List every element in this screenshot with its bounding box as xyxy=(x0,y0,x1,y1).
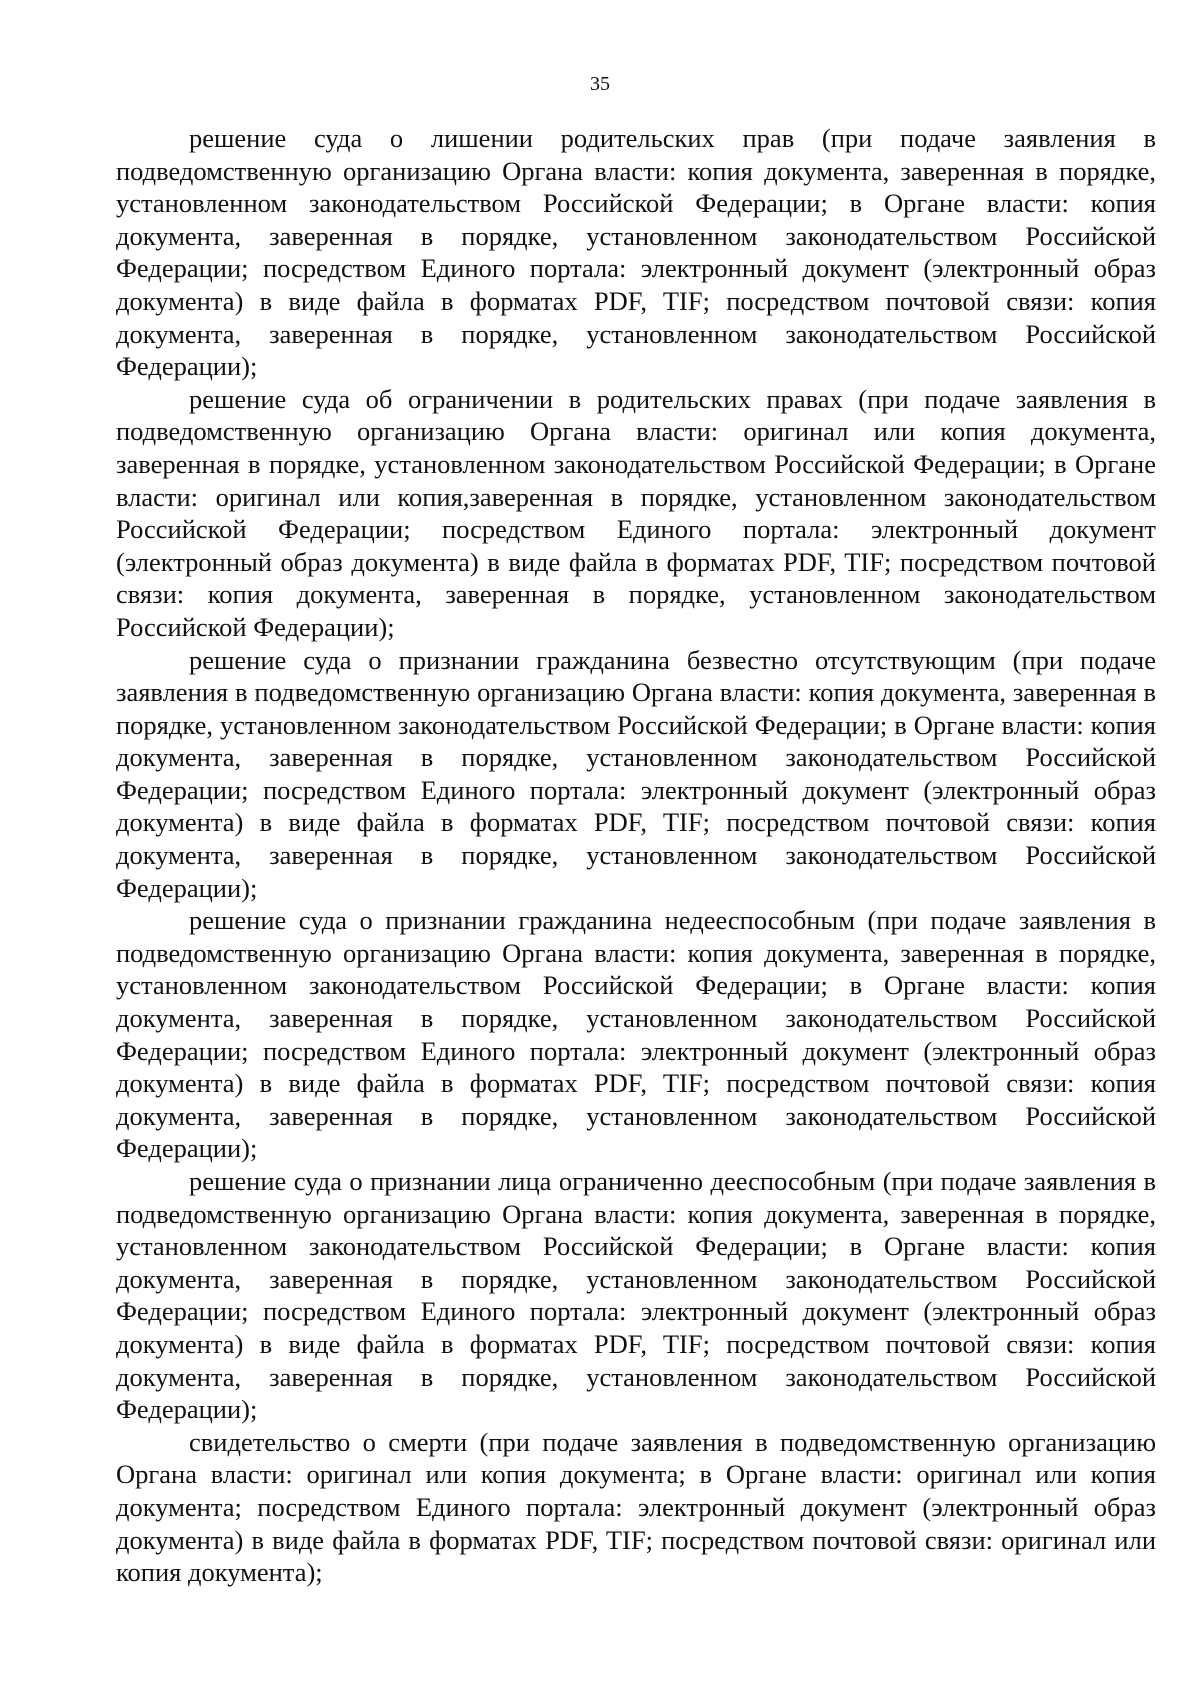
paragraph-missing-person: решение суда о признании гражданина безвестно отсутствующим (при подаче заявления в подведомственную организацию Органа власти: копия документа, заверенная в порядке, установленном законодательством Российской Федерации; в Органе власти: копия документа, заверенная в порядке, установленном законодательством Российской Федерации; посредством Единого портала: электронный документ (электронный образ документа) в виде файла в форматах PDF, TIF; посредством почтовой связи: копия документа, заверенная в порядке, установленном законодательством Российской Федерации); xyxy=(116,644,1156,903)
paragraph-incapacity: решение суда о признании гражданина недееспособным (при подаче заявления в подведомственную организацию Органа власти: копия документа, заверенная в порядке, установленном законодательством Российской Федерации; в Органе власти: копия документа, заверенная в порядке, установленном законодательством Российской Федерации; посредством Единого портала: электронный документ (электронный образ документа) в виде файла в форматах PDF, TIF; посредством почтовой связи: копия документа, заверенная в порядке, установленном законодательством Российской Федерации); xyxy=(116,905,1156,1164)
page-number: 35 xyxy=(590,73,610,95)
document-body xyxy=(116,122,1156,1589)
paragraph-death-certificate: свидетельство о смерти (при подаче заявления в подведомственную организацию Органа власти: оригинал или копия документа; в Органе власти: оригинал или копия документа; посредством Единого портала: электронный документ (электронный образ документа) в виде файла в форматах PDF, TIF; посредством почтовой связи: оригинал или копия документа); xyxy=(116,1426,1156,1588)
paragraph-deprivation-parental-rights: решение суда о лишении родительских прав (при подаче заявления в подведомственную организацию Органа власти: копия документа, заверенная в порядке, установленном законодательством Российской Федерации; в Органе власти: копия документа, заверенная в порядке, установленном законодательством Российской Федерации; посредством Единого портала: электронный документ (электронный образ документа) в виде файла в форматах PDF, TIF; посредством почтовой связи: копия документа, заверенная в порядке, установленном законодательством Российской Федерации); xyxy=(116,123,1156,382)
paragraph-restriction-parental-rights: решение суда об ограничении в родительских правах (при подаче заявления в подведомственную организацию Органа власти: оригинал или копия документа, заверенная в порядке, установленном законодательством Российской Федерации; в Органе власти: оригинал или копия,заверенная в порядке, установленном законодательством Российской Федерации; посредством Единого портала: электронный документ (электронный образ документа) в виде файла в форматах PDF, TIF; посредством почтовой связи: копия документа, заверенная в порядке, установленном законодательством Российской Федерации); xyxy=(116,383,1156,642)
paragraph-limited-capacity: решение суда о признании лица ограниченно дееспособным (при подаче заявления в подведомственную организацию Органа власти: копия документа, заверенная в порядке, установленном законодательством Российской Федерации; в Органе власти: копия документа, заверенная в порядке, установленном законодательством Российской Федерации; посредством Единого портала: электронный документ (электронный образ документа) в виде файла в форматах PDF, TIF; посредством почтовой связи: копия документа, заверенная в порядке, установленном законодательством Российской Федерации); xyxy=(116,1166,1156,1425)
